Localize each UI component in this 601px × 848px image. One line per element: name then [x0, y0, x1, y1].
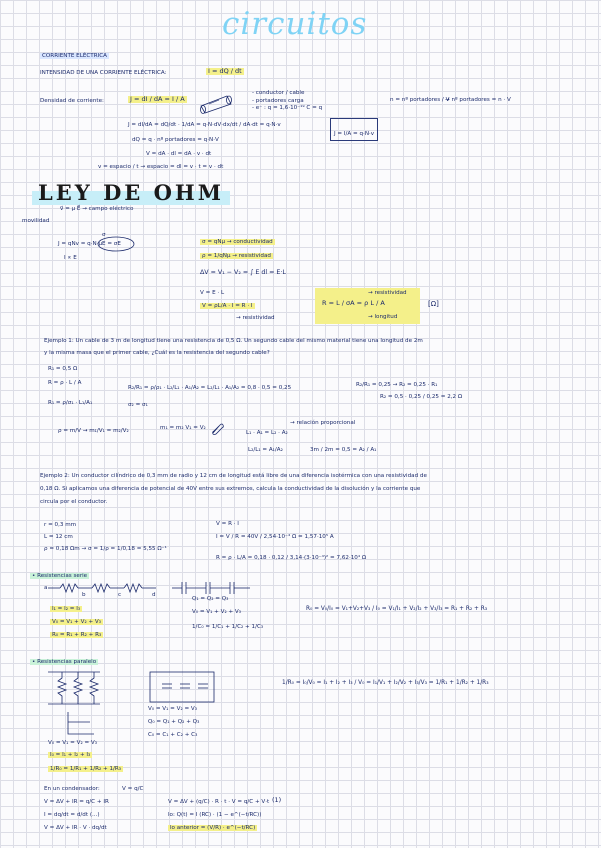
- condensador-line2b: lo anterior = (V/R) · e^(−t/RC): [170, 825, 256, 831]
- mobility-label: movilidad: [22, 218, 50, 224]
- mobility-eq: v⃗ = μ E⃗ → campo eléctrico: [60, 206, 134, 212]
- v-ri: V = ρL/A · I = R · I: [202, 303, 253, 309]
- ej2-v: V = R · I: [216, 521, 239, 527]
- ej2-statement2: 0,18 Ω. Si aplicamos una diferencia de potencial de 40V entre sus extremos, calcula la conductividad de la disolución y la corriente que: [40, 486, 421, 492]
- condensador-label: En un condensador:: [44, 786, 100, 792]
- node-label-b: b: [82, 592, 86, 598]
- sigma-mark: σ: [102, 232, 106, 238]
- node-label-c: c: [118, 592, 122, 598]
- j-result-box: [330, 118, 378, 141]
- paralelo-eq-v: V₀ = V₁ = V₂ = V₃: [48, 740, 98, 746]
- paralelo-heading: • Resistencias paralelo: [32, 659, 97, 665]
- paralelo-eq-i: I₀ = I₁ + I₂ + I₃: [50, 752, 91, 758]
- ej2-radius: r = 0,3 mm: [44, 522, 77, 528]
- intensidad-label: INTENSIDAD DE UNA CORRIENTE ELÉCTRICA:: [40, 70, 167, 76]
- serie-eq-i: I₁ = I₂ = I₃: [52, 606, 81, 612]
- i-proportional: I ∝ E: [64, 255, 77, 261]
- ej1-r2-eq: R₂/R₁ = 0,25 → R₂ = 0,25 · R₁: [356, 382, 438, 388]
- paralelo-formula: 1/R₀ = I₀/V₀ = I₁ + I₂ + I₃ / V₀ = I₁/V₁ + I₂/V₂ + I₃/V₃ = 1/R₁ + 1/R₂ + 1/R₃: [282, 680, 489, 686]
- ej2-statement3: circula por el conductor.: [40, 499, 108, 505]
- n-arrow-note: → nº portadores = n · V: [445, 97, 511, 103]
- volume-line: V = dA · dl = dA · v · dt: [146, 151, 212, 157]
- parallel-node-diagram: [60, 708, 100, 738]
- condensador-right1: V = ΔV + (q/C) · R · t · V = q/C + V·t: [168, 799, 270, 805]
- ej1-fraction: L₂/L₁ = A₁/A₂: [248, 447, 283, 453]
- ej1-sigma: σ₂ = σ₁: [128, 402, 148, 408]
- j-result: J = I/A = q·N·v: [334, 131, 375, 137]
- serie-cap-eq-c: 1/C₀ = 1/C₁ + 1/C₂ + 1/C₃: [192, 624, 264, 630]
- ej2-r-calc: R = ρ · L/A = 0,18 · 0,12 / 3,14·(3·10⁻⁴)² = 7,62·10⁴ Ω: [216, 555, 367, 561]
- note-item: - e⁻ : q = 1,6·10⁻¹⁹ C = q: [252, 105, 323, 112]
- ej2-length: L = 12 cm: [44, 534, 73, 540]
- intensidad-formula: I = dQ / dt: [208, 67, 242, 75]
- parallel-resistor-circuit: [44, 668, 104, 708]
- v-el: V = E · L: [200, 290, 225, 296]
- paralelo-cap-eq-q: Q₀ = Q₁ + Q₂ + Q₃: [148, 719, 200, 725]
- ej1-result: 3m / 2m = 0,5 = A₂ / A₁: [310, 447, 377, 453]
- condensador-line2: I = dq/dt = d/dt (...): [44, 812, 100, 818]
- paralelo-cap-eq-c: C₀ = C₁ + C₂ + C₃: [148, 732, 198, 738]
- ej2-statement: Ejemplo 2: Un conductor cilíndrico de 0,3 mm de radio y 12 cm de longitud está libre de una diferencia isotérmica con una resistividad de: [40, 473, 427, 479]
- densidad-formula: J = dI / dA = I / A: [130, 95, 185, 103]
- serie-cap-eq-v: V₀ = V₁ + V₂ + V₃: [192, 609, 242, 615]
- ej2-rho: ρ = 0,18 Ωm → σ = 1/ρ = 1/0,18 = 5,55 Ω⁻¹: [44, 546, 167, 552]
- resistivity-note: → resistividad: [236, 315, 275, 321]
- serie-heading: • Resistencias serie: [32, 573, 88, 579]
- ohm-unit: [Ω]: [428, 300, 439, 308]
- serie-eq-r: R₀ = R₁ + R₂ + R₃: [52, 632, 102, 638]
- ej1-relation: → relación proporcional: [290, 420, 356, 426]
- series-resistor-circuit: [44, 580, 164, 598]
- velocity-line: v = espacio / t → espacio = dl = v · t = v · dt: [98, 164, 224, 170]
- ej1-mass: m₁ = m₂ V₁ = V₂: [160, 425, 206, 431]
- page-title: circuitos: [222, 6, 368, 42]
- condensador-definition: V = q/C: [122, 786, 144, 792]
- ohm-heading: LEY DE OHM: [32, 180, 230, 205]
- condensador-line1b: V = ΔV + IR · V · dq/dt: [44, 825, 107, 831]
- ej1-r-eq: R = ρ · L / A: [48, 380, 82, 386]
- condensador-tag: (1): [272, 796, 282, 804]
- node-label-d: d: [152, 592, 156, 598]
- serie-cap-eq-q: Q₁ = Q₂ = Q₃: [192, 596, 229, 602]
- densidad-label: Densidad de corriente:: [40, 98, 104, 104]
- note-item: - conductor / cable: [252, 90, 305, 96]
- serie-resistance-formula: R₀ = V₀/I₀ = V₁+V₂+V₃ / I₀ = V₁/I₁ + V₂/I₂ + V₃/I₃ = R₁ + R₂ + R₃: [306, 606, 488, 612]
- condensador-line1: V = ΔV + IR = q/C + IR: [44, 799, 109, 805]
- r-box-longitud: → longitud: [368, 314, 398, 320]
- dq-line: dQ = q · nº portadores = q·N·V: [132, 137, 219, 143]
- node-label-a: a: [44, 585, 48, 591]
- rho-definition: ρ = 1/qNμ → resistividad: [202, 253, 271, 259]
- paralelo-eq-r: 1/R₀ = 1/R₁ + 1/R₂ + 1/R₃: [50, 766, 122, 772]
- n-definition: n = nº portadores / V: [390, 97, 450, 103]
- j-ohm-line: J = qNv = q·N·μE = σE: [58, 241, 121, 247]
- parallel-capacitor-circuit: [148, 670, 218, 706]
- ej1-r1: R₁ = 0,5 Ω: [48, 366, 78, 372]
- conductor-cylinder-icon: [197, 92, 237, 114]
- paralelo-cap-eq-v: V₀ = V₁ = V₂ = V₃: [148, 706, 198, 712]
- ej1-r2-value: R₂ = 0,5 · 0,25 / 0,25 = 2,2 Ω: [380, 394, 463, 400]
- paperclip-icon: [210, 422, 224, 436]
- ej2-i: I = V / R = 40V / 2,54·10⁻⁴ Ω = 1,57·10⁵ A: [216, 534, 334, 540]
- r-box-resistividad: → resistividad: [368, 290, 407, 296]
- ej1-ratio: R₂/R₁ = ρ/ρ₁ · L₂/L₁ · A₁/A₂ = L₂/L₁ · A₁/A₂ = 0,8 · 0,5 = 0,25: [128, 385, 292, 391]
- notes-list: [252, 90, 322, 113]
- ej1-volume: L₁ · A₁ = L₂ · A₂: [246, 430, 288, 436]
- condensador-right2: lo: Q(t) = I (RC) · (1 − e^(−t/RC)): [168, 812, 262, 818]
- ej1-statement2: y la misma masa que el primer cable, ¿Cuál es la resistencia del segundo cable?: [44, 350, 270, 356]
- j-derivation: J = dI/dA = dQ/dt · 1/dA = q·N·dV·dx/dt / dA·dt = q·N·v: [128, 122, 281, 128]
- dv-definition: ΔV = V₁ − V₂ = ∫ E dl = E·L: [200, 269, 286, 276]
- serie-eq-v: V₀ = V₁ + V₂ + V₃: [52, 619, 102, 625]
- note-item: - portadores carga: [252, 97, 304, 104]
- ej1-r1-eq: R₁ = ρ/σ₁ · L₁/A₁: [48, 400, 93, 406]
- series-capacitor-circuit: [170, 580, 256, 596]
- ej1-statement: Ejemplo 1: Un cable de 3 m de longitud tiene una resistencia de 0,5 Ω. Un segundo cable del mismo material tiene una longitud de 2m: [44, 338, 423, 344]
- section-heading-corriente: CORRIENTE ELÉCTRICA: [42, 53, 107, 59]
- r-box-formula: R = L / σA = ρ L / A: [322, 299, 385, 307]
- ej1-density: ρ = m/V → m₁/V₁ = m₂/V₂: [58, 428, 129, 434]
- sigma-definition: σ = qNμ → conductividad: [202, 239, 273, 245]
